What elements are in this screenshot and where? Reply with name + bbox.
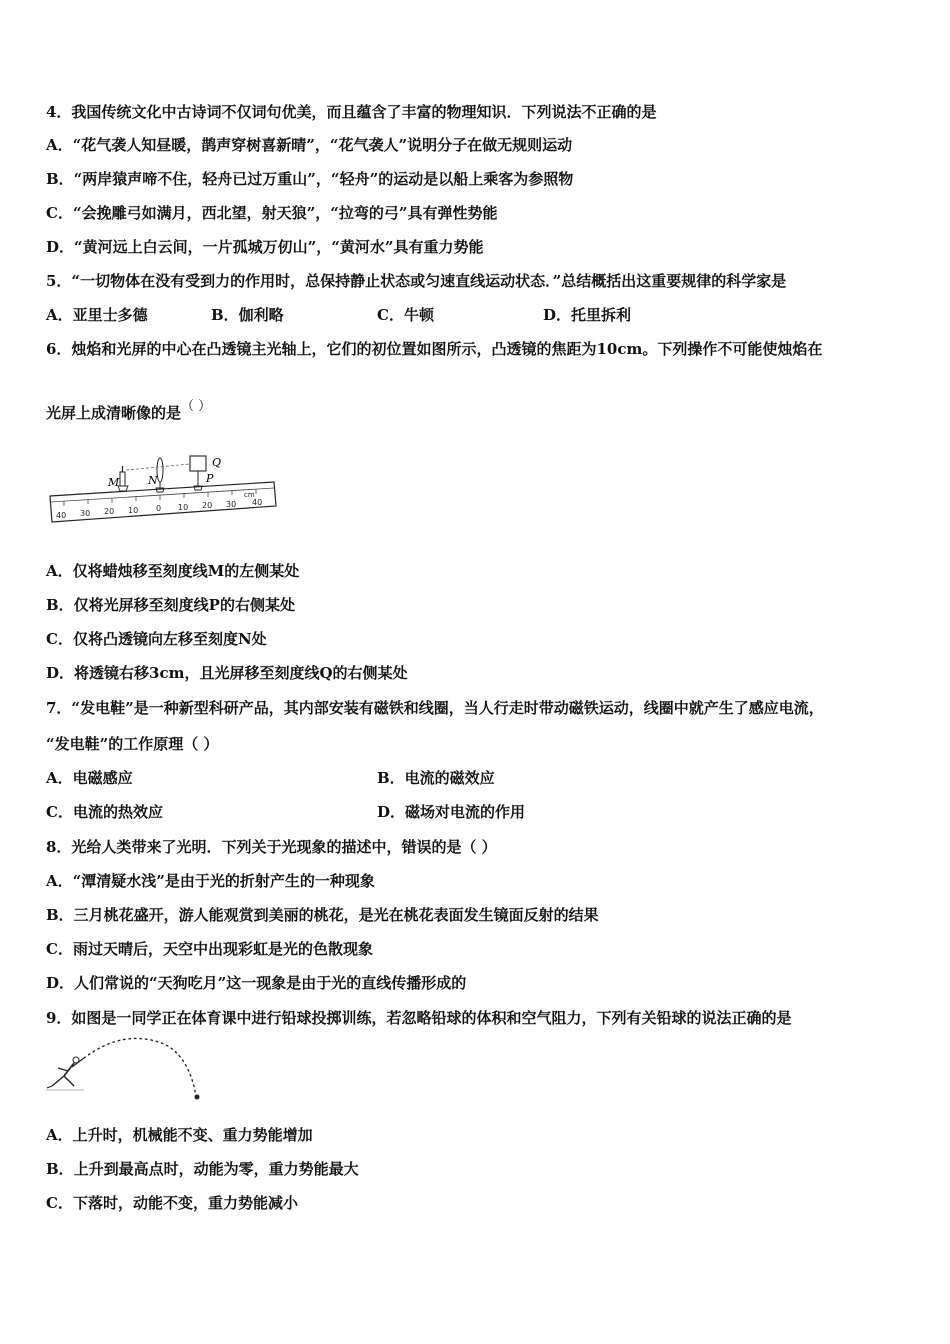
q6-stem-line2 [46,399,212,425]
q7-option-d: D．磁场对电流的作用 [377,803,526,821]
q5-option-b: B．伽利略 [211,306,284,324]
q4-option-c: C．“会挽雕弓如满月，西北望，射天狼”，“拉弯的弓”具有弹性势能 [46,204,498,222]
tick-2: 30 [80,509,91,518]
optical-bench-figure [44,446,280,528]
q7-stem-line1: 7．“发电鞋”是一种新型科研产品，其内部安装有磁铁和线圈，当人行走时带动磁铁运动，线圈中就产生了感应电流， [46,699,824,717]
label-p: P [206,472,214,485]
q9-stem: 9．如图是一同学正在体育课中进行铅球投掷训练，若忽略铅球的体积和空气阻力，下列有关铅球的说法正确的是 [46,1009,792,1027]
label-m: M [108,476,120,489]
q8-stem: 8．光给人类带来了光明．下列关于光现象的描述中，错误的是（ ） [46,838,497,856]
q7-option-b: B．电流的磁效应 [377,769,495,787]
q9-option-c: C．下落时，动能不变，重力势能减小 [46,1194,298,1212]
q6-option-d: D．将透镜右移3cm，且光屏移至刻度线Q的右侧某处 [46,664,408,682]
q7-option-c: C．电流的热效应 [46,803,163,821]
q6-option-a: A．仅将蜡烛移至刻度线M的左侧某处 [46,562,300,580]
q6-option-b: B．仅将光屏移至刻度线P的右侧某处 [46,596,295,614]
q8-option-b: B．三月桃花盛开，游人能观赏到美丽的桃花，是光在桃花表面发生镜面反射的结果 [46,906,599,924]
q9-option-b: B．上升到最高点时，动能为零，重力势能最大 [46,1160,359,1178]
q4-option-a: A．“花气袭人知昼暖，鹊声穿树喜新晴”，“花气袭人”说明分子在做无规则运动 [46,136,573,154]
tick-5: 0 [156,504,162,513]
q7-option-a: A．电磁感应 [46,769,133,787]
q4-option-d: D．“黄河远上白云间，一片孤城万仞山”，“黄河水”具有重力势能 [46,238,484,256]
q6-stem-line1: 6．烛焰和光屏的中心在凸透镜主光轴上，它们的初位置如图所示，凸透镜的焦距为10cm。下列操作不可能使烛焰在 [46,340,823,358]
tick-1: 40 [56,511,67,520]
tick-8: 30 [226,500,237,509]
tick-6: 10 [178,503,189,512]
tick-3: 20 [104,507,115,516]
shot-put-figure [44,1036,210,1102]
q6-option-c: C．仅将凸透镜向左移至刻度N处 [46,630,267,648]
q8-option-a: A．“潭清疑水浅”是由于光的折射产生的一种现象 [46,872,375,890]
q5-option-d: D．托里拆利 [543,306,632,324]
q6-answer-paren: （ ） [181,399,212,414]
q9-option-a: A．上升时，机械能不变、重力势能增加 [46,1126,313,1144]
q5-option-a: A．亚里士多德 [46,306,148,324]
unit-cm: cm [244,491,255,499]
q4-stem: 4．我国传统文化中古诗词不仅词句优美，而且蕴含了丰富的物理知识．下列说法不正确的是 [46,103,657,121]
tick-9: 40 [252,498,263,507]
q7-stem-line2: “发电鞋”的工作原理（ ） [46,735,219,753]
q6-stem-text: 光屏上成清晰像的是 [46,404,182,422]
q5-stem: 5．“一切物体在没有受到力的作用时，总保持静止状态或匀速直线运动状态．”总结概括出这重要规律的科学家是 [46,272,787,290]
q8-option-d: D．人们常说的“天狗吃月”这一现象是由于光的直线传播形成的 [46,974,467,992]
q5-option-c: C．牛顿 [377,306,434,324]
q4-option-b: B．“两岸猿声啼不住，轻舟已过万重山”，“轻舟”的运动是以船上乘客为参照物 [46,170,574,188]
tick-7: 20 [202,501,213,510]
q8-option-c: C．雨过天晴后，天空中出现彩虹是光的色散现象 [46,940,373,958]
tick-4: 10 [128,506,139,515]
label-n: N [148,474,158,487]
label-q: Q [212,456,222,469]
